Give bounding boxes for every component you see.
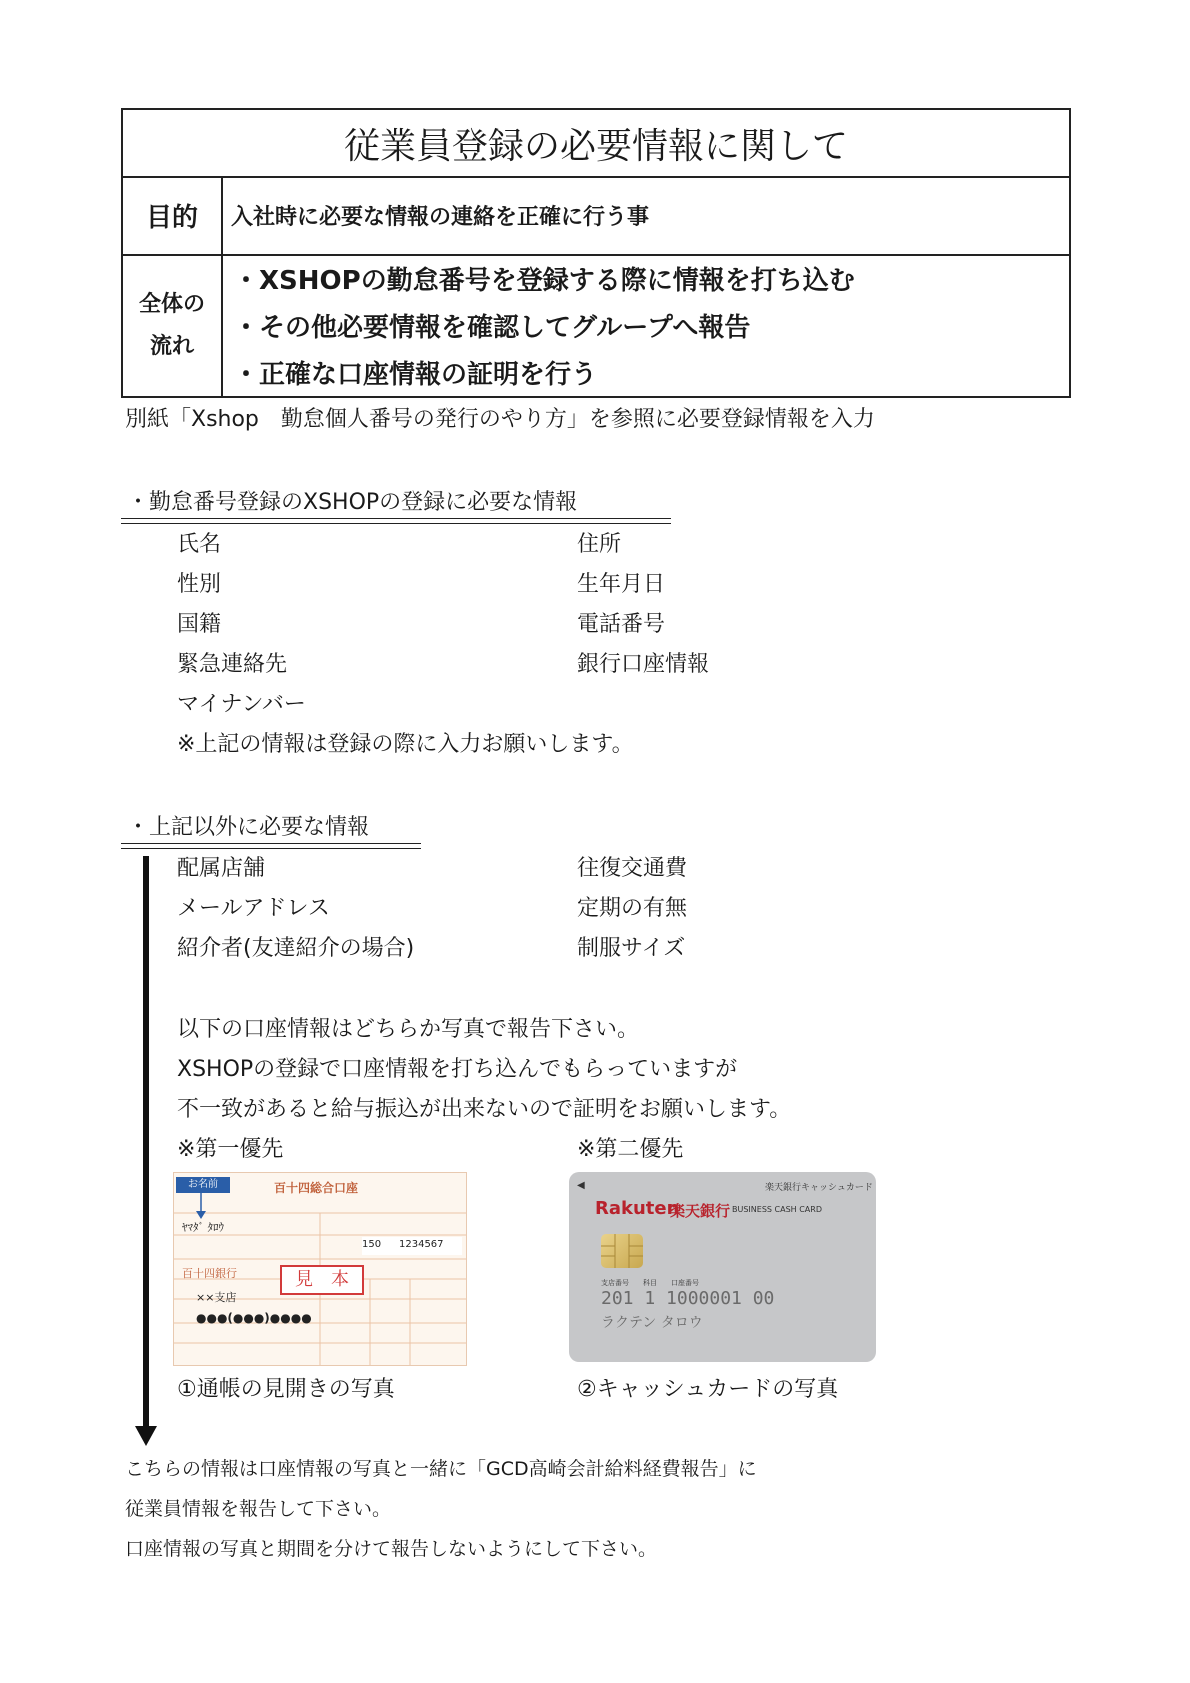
field-label: 紹介者(友達紹介の場合) bbox=[177, 936, 415, 961]
passbook-bank-name: 百十四銀行 bbox=[182, 1267, 237, 1280]
card-brand-en: Rakuten bbox=[595, 1198, 680, 1219]
passbook-masked-number: ●●●(●●●)●●●● bbox=[196, 1311, 312, 1325]
section2-underline bbox=[121, 843, 421, 849]
footer-line: 従業員情報を報告して下さい。 bbox=[125, 1498, 392, 1520]
field-label: 銀行口座情報 bbox=[577, 652, 710, 677]
field-label: 氏名 bbox=[177, 532, 222, 557]
instruction-line: 不一致があると給与振込が出来ないので証明をお願いします。 bbox=[177, 1097, 792, 1122]
field-label: 電話番号 bbox=[577, 612, 666, 637]
purpose-row bbox=[123, 176, 1069, 256]
purpose-label: 目的 bbox=[123, 176, 223, 254]
passbook-branch-no: 150 bbox=[362, 1239, 382, 1250]
sample-stamp: 見 本 bbox=[280, 1265, 364, 1295]
header-table bbox=[121, 108, 1071, 398]
field-label: 性別 bbox=[177, 572, 222, 597]
field-label: 往復交通費 bbox=[577, 856, 688, 881]
caption-cash-card: ②キャッシュカードの写真 bbox=[577, 1377, 839, 1402]
card-holder: ラクテン タロウ bbox=[601, 1315, 703, 1331]
card-brand-jp: 楽天銀行 bbox=[670, 1202, 731, 1220]
field-label: 制服サイズ bbox=[577, 936, 686, 961]
card-chip-icon bbox=[601, 1234, 643, 1268]
field-label: メールアドレス bbox=[177, 896, 330, 921]
field-label: 住所 bbox=[577, 532, 622, 557]
flow-label bbox=[123, 256, 223, 396]
cash-card-sample-image bbox=[569, 1172, 876, 1362]
passbook-sample-image bbox=[173, 1172, 467, 1366]
field-label: 定期の有無 bbox=[577, 896, 688, 921]
instruction-line: XSHOPの登録で口座情報を打ち込んでもらっていますが bbox=[177, 1057, 738, 1082]
card-field-labels: 支店番号 科目 口座番号 bbox=[601, 1279, 699, 1287]
passbook-heading: 百十四総合口座 bbox=[274, 1181, 359, 1195]
card-number: 201 1 1000001 00 bbox=[601, 1288, 775, 1309]
field-label: 生年月日 bbox=[577, 572, 666, 597]
section2-heading: ・上記以外に必要な情報 bbox=[127, 815, 370, 840]
flow-label-line2: 流れ bbox=[149, 334, 194, 359]
field-label: 緊急連絡先 bbox=[177, 652, 288, 677]
passbook-name-tag: お名前 bbox=[176, 1177, 230, 1193]
card-type: BUSINESS CASH CARD bbox=[732, 1205, 822, 1214]
field-label: 配属店舗 bbox=[177, 856, 266, 881]
flow-item: ・正確な口座情報の証明を行う bbox=[233, 360, 598, 390]
purpose-text: 入社時に必要な情報の連絡を正確に行う事 bbox=[231, 204, 650, 230]
caption-passbook: ①通帳の見開きの写真 bbox=[177, 1377, 395, 1402]
section1-heading: ・勤怠番号登録のXSHOPの登録に必要な情報 bbox=[127, 490, 578, 515]
flow-item: ・その他必要情報を確認してグループへ報告 bbox=[233, 313, 751, 343]
passbook-branch-name: ××支店 bbox=[196, 1291, 237, 1304]
passbook-name-kana: ﾔﾏﾀﾞ ﾀﾛｳ bbox=[182, 1221, 224, 1234]
card-top-label: 楽天銀行キャッシュカード bbox=[765, 1183, 873, 1193]
document-title: 従業員登録の必要情報に関して bbox=[123, 110, 1069, 178]
passbook-account-no: 1234567 bbox=[399, 1239, 444, 1250]
footer-line: 口座情報の写真と期間を分けて報告しないようにして下さい。 bbox=[125, 1538, 658, 1560]
flow-row bbox=[123, 256, 1069, 396]
flow-label-line1: 全体の bbox=[138, 292, 205, 317]
card-arrow-icon: ◀ bbox=[577, 1180, 585, 1191]
field-label: マイナンバー bbox=[177, 692, 306, 717]
priority1-label: ※第一優先 bbox=[177, 1137, 284, 1162]
instruction-line: 以下の口座情報はどちらか写真で報告下さい。 bbox=[177, 1017, 640, 1042]
reference-note: 別紙「Xshop 勤怠個人番号の発行のやり方」を参照に必要登録情報を入力 bbox=[125, 407, 875, 432]
priority2-label: ※第二優先 bbox=[577, 1137, 684, 1162]
down-arrow-icon bbox=[135, 856, 157, 1446]
footer-line: こちらの情報は口座情報の写真と一緒に「GCD高崎会計給料経費報告」に bbox=[125, 1458, 757, 1480]
section1-underline bbox=[121, 518, 671, 524]
flow-item: ・XSHOPの勤怠番号を登録する際に情報を打ち込む bbox=[233, 266, 855, 296]
field-label: 国籍 bbox=[177, 612, 222, 637]
section1-note: ※上記の情報は登録の際に入力お願いします。 bbox=[177, 732, 634, 757]
